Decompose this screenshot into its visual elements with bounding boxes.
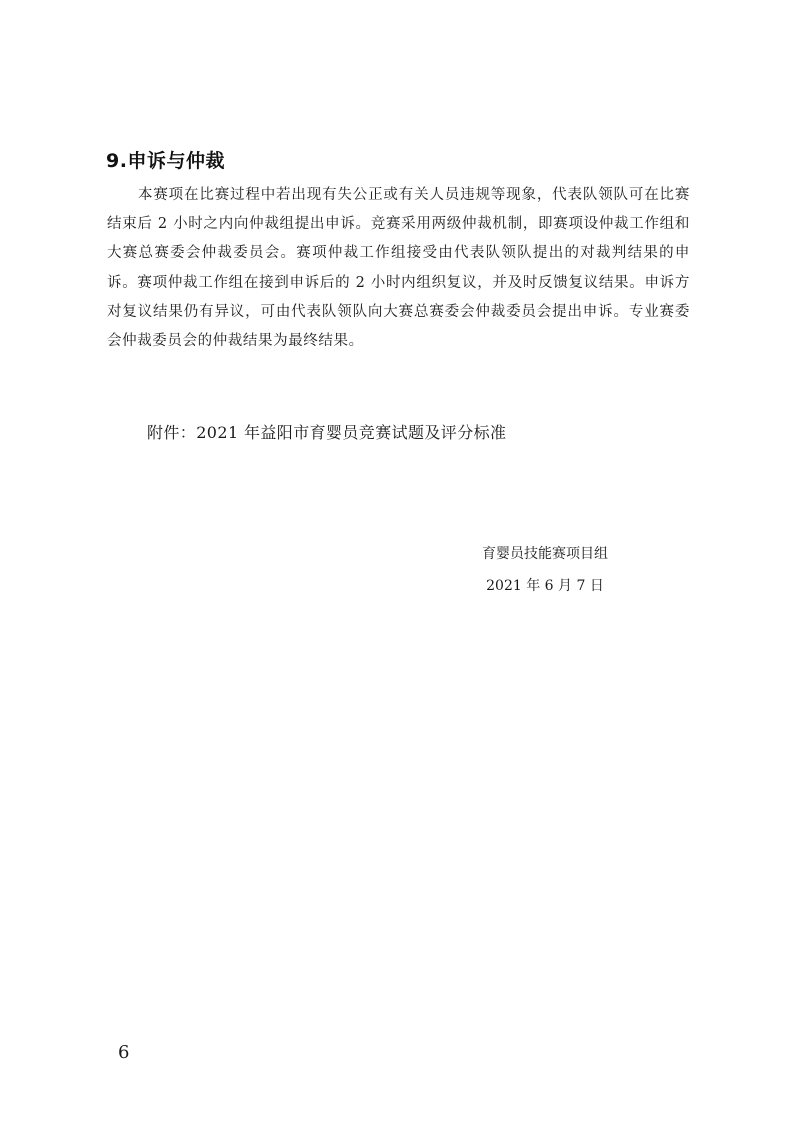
page-number: 6 [118, 1042, 130, 1063]
section-paragraph: 本赛项在比赛过程中若出现有失公正或有关人员违规等现象，代表队领队可在比赛结束后 2 小时之内向仲裁组提出申诉。竞赛采用两级仲裁机制，即赛项设仲裁工作组和大赛总赛委会仲裁委员会。赛项仲裁工作组接受由代表队领队提出的对裁判结果的申诉。赛项仲裁工作组在接到申诉后的 2 小时内组织复议，并及时反馈复议结果。申诉方对复议结果仍有异议，可由代表队领队向大赛总赛委会仲裁委员会提出申诉。专业赛委会仲裁委员会的仲裁结果为最终结果。 [107, 187, 690, 350]
section-heading: 9.申诉与仲裁 [106, 150, 225, 172]
attachment-line: 附件：2021 年益阳市育婴员竞赛试题及评分标准 [147, 423, 507, 442]
signature-date: 2021 年 6 月 7 日 [486, 578, 604, 594]
signature-block [470, 538, 620, 602]
signature-organization: 育婴员技能赛项目组 [482, 546, 608, 562]
